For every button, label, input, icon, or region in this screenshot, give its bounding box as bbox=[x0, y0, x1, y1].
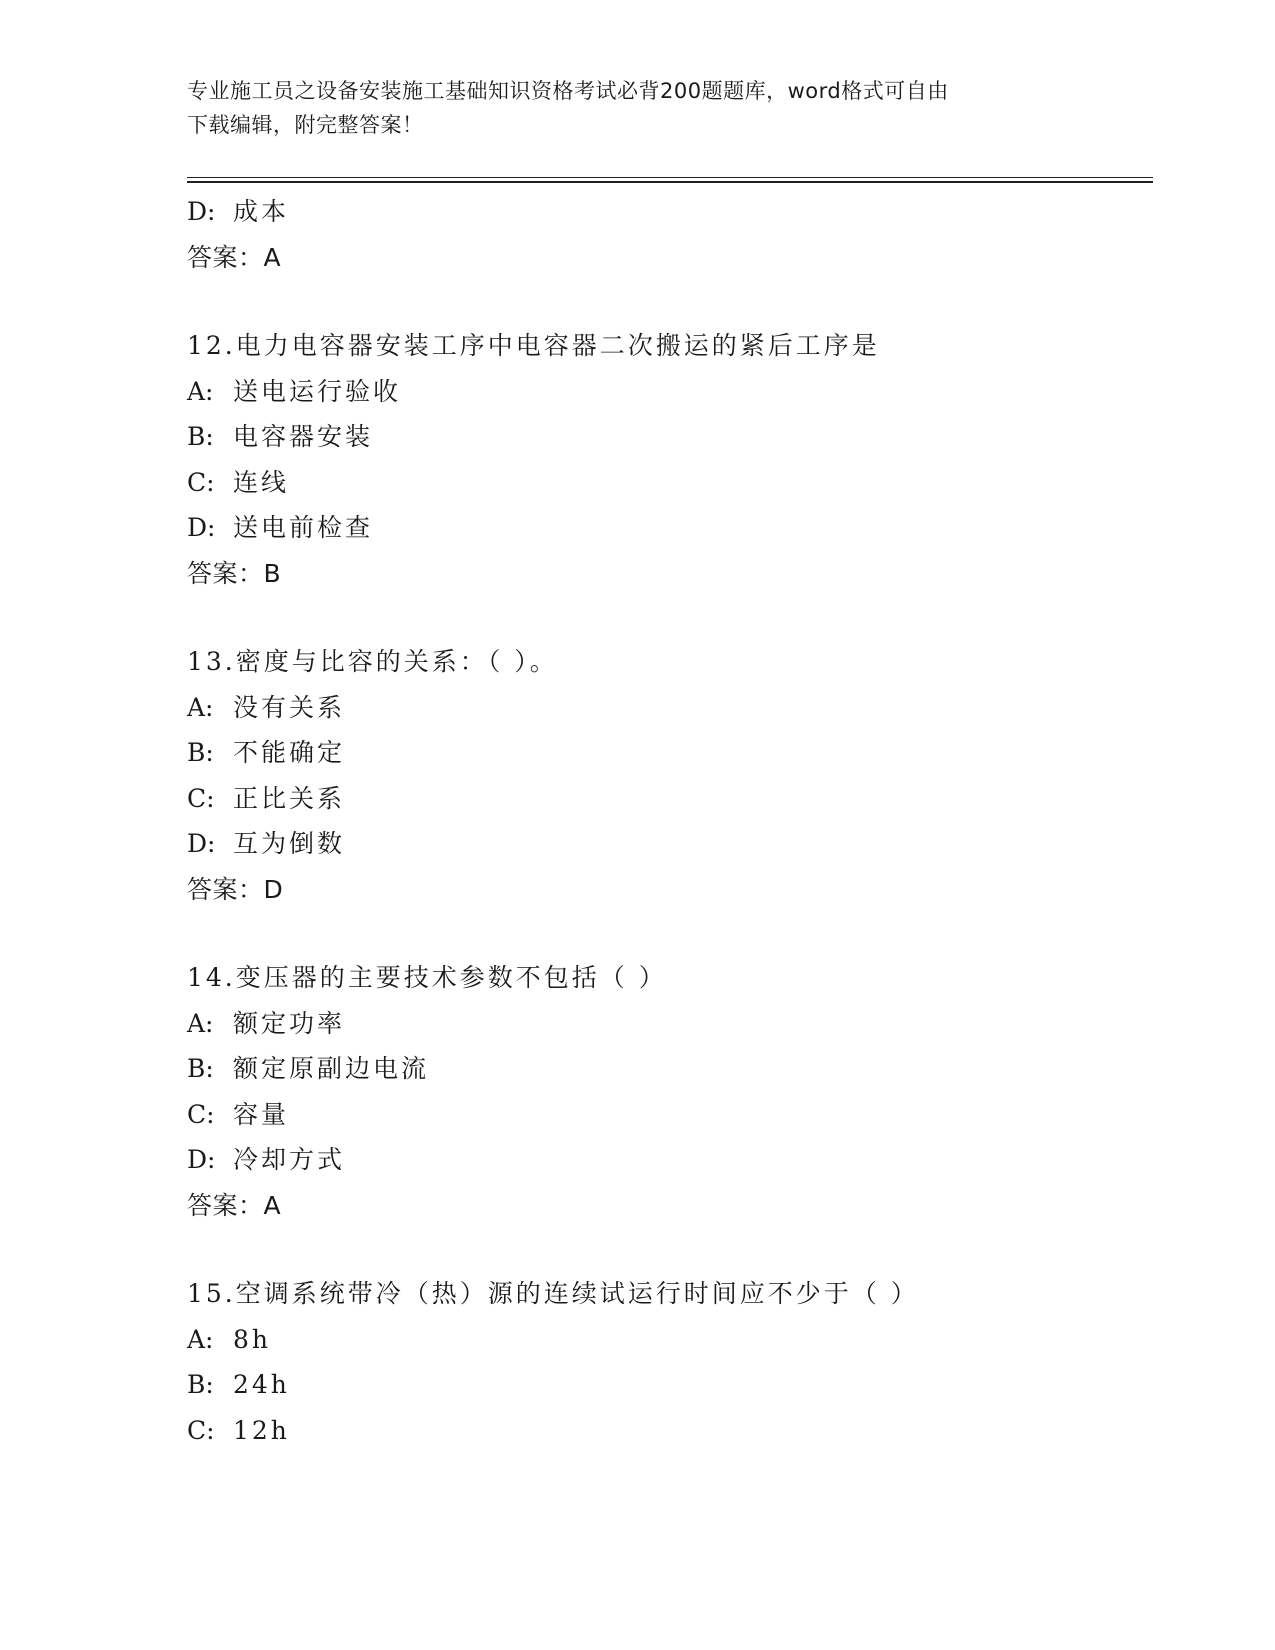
option-key: A: bbox=[187, 692, 214, 722]
option-c bbox=[187, 460, 1153, 506]
question-stem: 15.空调系统带冷（热）源的连续试运行时间应不少于（ ） bbox=[187, 1279, 919, 1308]
question-content bbox=[187, 189, 1153, 1453]
option-key: D: bbox=[187, 1145, 216, 1174]
option-key: A: bbox=[187, 376, 214, 406]
option-key: A: bbox=[187, 1008, 214, 1038]
option-key: A: bbox=[187, 1324, 214, 1354]
spacer bbox=[187, 596, 1153, 639]
header-divider-thin bbox=[187, 177, 1153, 178]
option-c bbox=[187, 1408, 1153, 1454]
answer-line: 答案：B bbox=[187, 558, 282, 588]
answer-line: 答案：D bbox=[187, 874, 284, 904]
option-c bbox=[187, 1092, 1153, 1138]
option-key: C: bbox=[187, 1415, 215, 1445]
option-a bbox=[187, 369, 1153, 415]
option-text: 正比关系 bbox=[233, 783, 346, 813]
option-a bbox=[187, 1317, 1153, 1363]
option-b bbox=[187, 730, 1153, 776]
option-b bbox=[187, 1046, 1153, 1092]
option-text: 额定功率 bbox=[233, 1008, 346, 1038]
option-text: 连线 bbox=[233, 467, 290, 497]
option-text: 额定原副边电流 bbox=[233, 1054, 430, 1083]
option-key: C: bbox=[187, 783, 215, 813]
option-key: B: bbox=[187, 1054, 214, 1083]
header-line-2: 下载编辑，附完整答案！ bbox=[187, 113, 424, 137]
option-d bbox=[187, 1137, 1153, 1183]
header-divider-thick bbox=[187, 181, 1153, 183]
option-text: 电容器安装 bbox=[233, 422, 374, 451]
spacer bbox=[187, 1228, 1153, 1271]
option-text: 不能确定 bbox=[233, 738, 346, 767]
option-text: 8h bbox=[233, 1324, 272, 1354]
option-a bbox=[187, 1001, 1153, 1047]
option-d bbox=[187, 189, 1153, 235]
document-header bbox=[187, 74, 1087, 142]
option-text: 冷却方式 bbox=[233, 1145, 346, 1174]
question-stem: 13.密度与比容的关系：（ ）。 bbox=[187, 647, 558, 676]
option-text: 没有关系 bbox=[233, 692, 346, 722]
option-text: 24h bbox=[233, 1370, 290, 1399]
option-c bbox=[187, 776, 1153, 822]
option-b bbox=[187, 414, 1153, 460]
option-key: D: bbox=[187, 513, 216, 542]
option-key: D: bbox=[187, 829, 216, 858]
option-key: C: bbox=[187, 1099, 215, 1129]
answer-line: 答案：A bbox=[187, 1190, 282, 1220]
option-a bbox=[187, 685, 1153, 731]
option-text: 互为倒数 bbox=[233, 829, 346, 858]
option-text: 容量 bbox=[233, 1099, 290, 1129]
option-text: 成本 bbox=[233, 197, 290, 226]
header-line-1: 专业施工员之设备安装施工基础知识资格考试必背200题题库，word格式可自由 bbox=[187, 79, 949, 103]
answer-line: 答案：A bbox=[187, 242, 282, 272]
option-key: B: bbox=[187, 422, 214, 451]
option-text: 送电运行验收 bbox=[233, 376, 402, 406]
option-key: B: bbox=[187, 1370, 214, 1399]
option-key: D: bbox=[187, 197, 216, 226]
question-stem: 12.电力电容器安装工序中电容器二次搬运的紧后工序是 bbox=[187, 331, 880, 360]
option-key: B: bbox=[187, 738, 214, 767]
option-d bbox=[187, 505, 1153, 551]
question-stem: 14.变压器的主要技术参数不包括（ ） bbox=[187, 963, 667, 992]
option-key: C: bbox=[187, 467, 215, 497]
option-text: 送电前检查 bbox=[233, 513, 374, 542]
option-text: 12h bbox=[233, 1415, 290, 1445]
option-b bbox=[187, 1362, 1153, 1408]
spacer bbox=[187, 280, 1153, 323]
option-d bbox=[187, 821, 1153, 867]
spacer bbox=[187, 912, 1153, 955]
